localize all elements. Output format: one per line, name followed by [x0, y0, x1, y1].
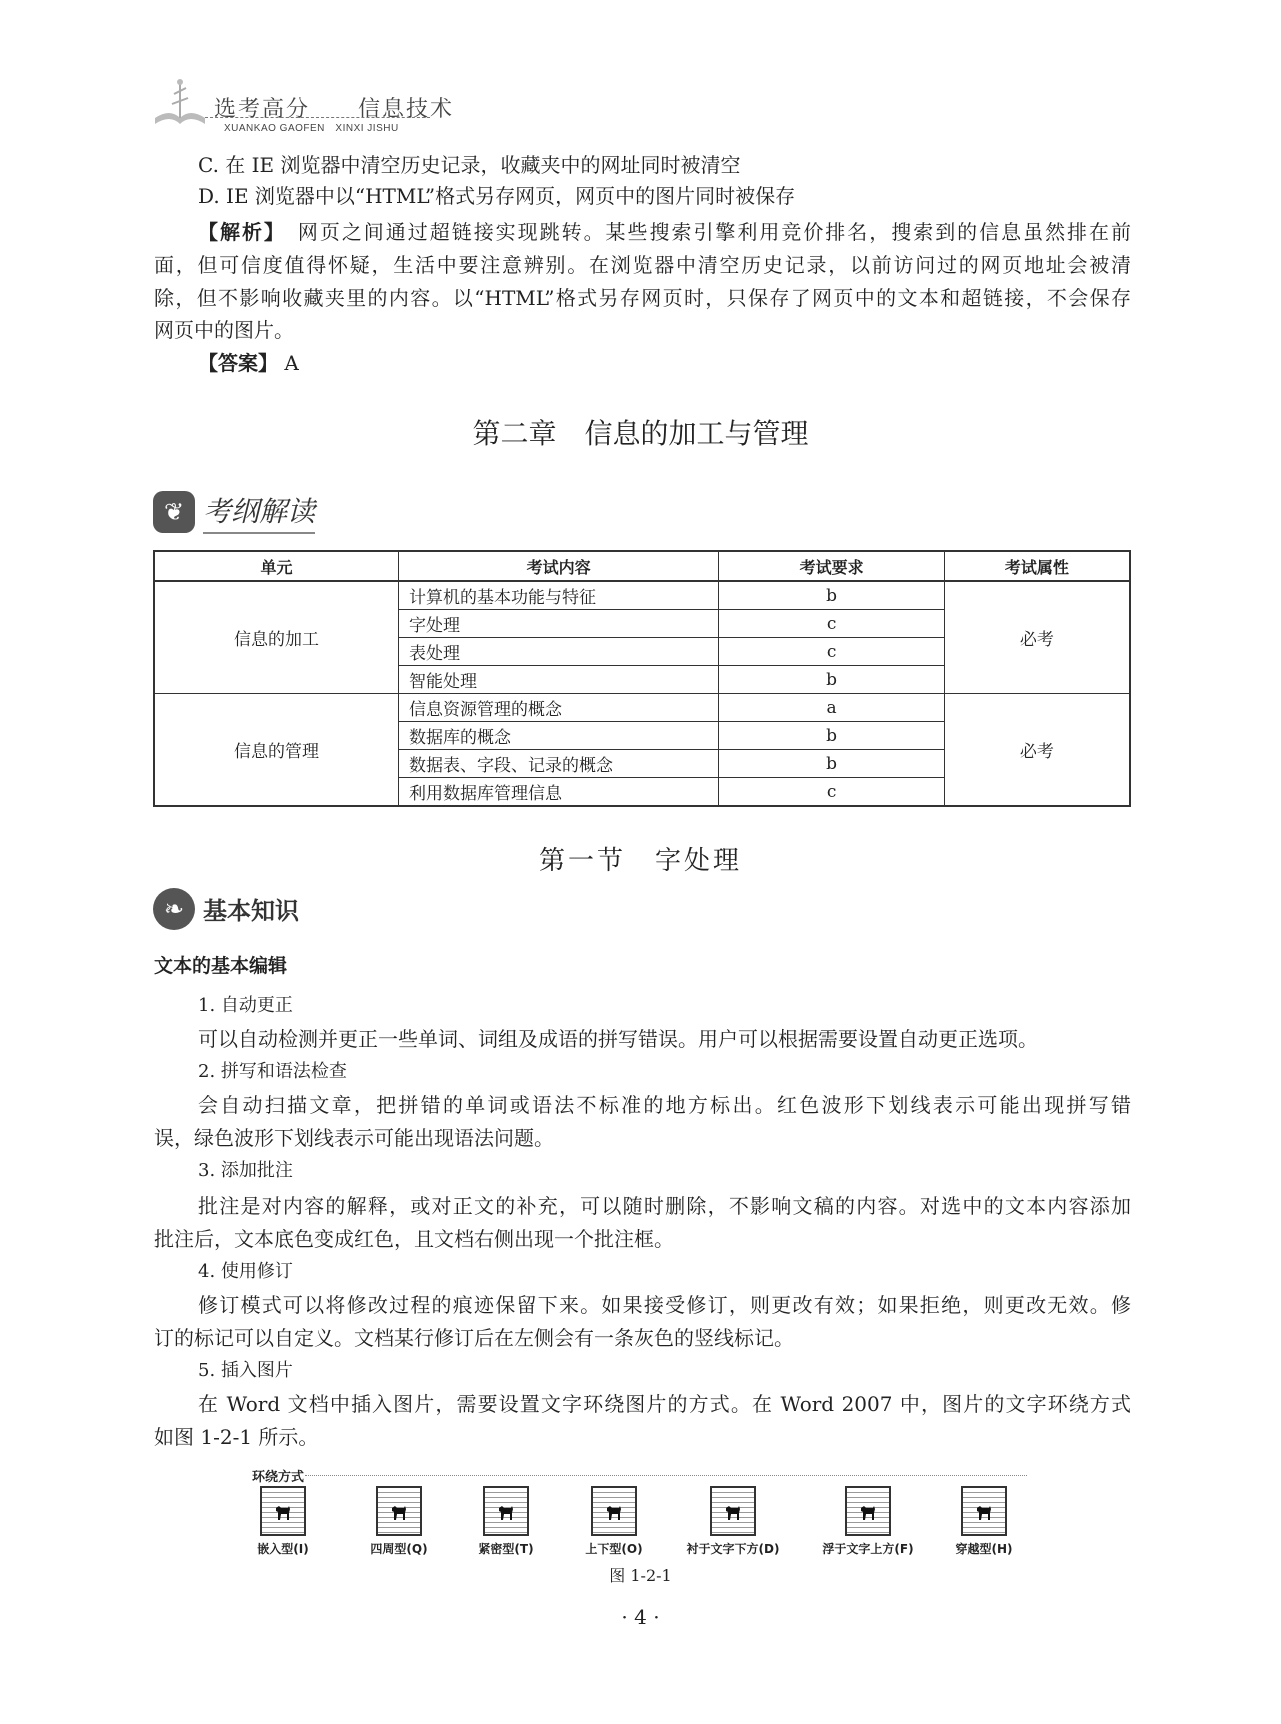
dog-icon: [496, 1502, 516, 1522]
wrap-option-label: 紧密型(T): [478, 1542, 534, 1556]
item-title: 3. 添加批注: [198, 1160, 293, 1181]
subheading: 文本的基本编辑: [154, 955, 288, 977]
answer-label: 【答案】: [198, 351, 278, 375]
analysis-label: 【解析】: [198, 220, 286, 244]
page-number: · 4 ·: [621, 1605, 660, 1629]
analysis-line-4: 网页中的图片。: [154, 318, 294, 342]
wrap-preview: [710, 1486, 756, 1536]
wrap-preview: [845, 1486, 891, 1536]
syllabus-table: [153, 550, 1131, 807]
option-c: C. 在 IE 浏览器中清空历史记录，收藏夹中的网址同时被清空: [198, 153, 741, 177]
syllabus-badge: [153, 490, 315, 534]
requirement-cell: b: [719, 722, 945, 750]
figure-caption: 图 1-2-1: [609, 1566, 672, 1585]
wrap-preview: [961, 1486, 1007, 1536]
item-title: 4. 使用修订: [198, 1261, 293, 1282]
knowledge-badge: [153, 888, 299, 930]
item-text: 会自动扫描文章，把拼错的单词或语法不标准的地方标出。红色波形下划线表示可能出现拼写错: [198, 1093, 1131, 1117]
dog-icon: [974, 1502, 994, 1522]
requirement-cell: b: [719, 750, 945, 778]
figure-rule: [305, 1475, 1027, 1476]
item-text: 订的标记可以自定义。文档某行修订后在左侧会有一条灰色的竖线标记。: [154, 1326, 794, 1350]
item-text: 批注是对内容的解释，或对正文的补充，可以随时删除，不影响文稿的内容。对选中的文本内容添加: [198, 1194, 1131, 1218]
content-cell: 数据表、字段、记录的概念: [398, 750, 718, 778]
unit-cell: 信息的管理: [154, 694, 398, 807]
wrap-option-label: 浮于文字上方(F): [822, 1542, 914, 1556]
content-cell: 数据库的概念: [398, 722, 718, 750]
wrap-option-label: 嵌入型(I): [257, 1542, 309, 1556]
item-text: 修订模式可以将修改过程的痕迹保留下来。如果接受修订，则更改有效；如果拒绝，则更改无效。修: [198, 1293, 1131, 1317]
option-d: D. IE 浏览器中以“HTML”格式另存网页，网页中的图片同时被保存: [198, 184, 796, 208]
content-cell: 表处理: [398, 638, 718, 666]
wrap-option-label: 四周型(Q): [370, 1542, 428, 1556]
header-title: 选考高分 信息技术: [214, 97, 455, 122]
dog-icon: [389, 1502, 409, 1522]
item-text: 在 Word 文档中插入图片，需要设置文字环绕图片的方式。在 Word 2007 中，图片的文字环绕方式: [198, 1392, 1131, 1416]
table-row: [154, 581, 1130, 610]
wrap-option: [233, 1486, 333, 1557]
wrap-preview: [376, 1486, 422, 1536]
dog-icon: [273, 1502, 293, 1522]
requirement-cell: c: [719, 638, 945, 666]
wrap-option: [456, 1486, 556, 1557]
wrap-preview: [260, 1486, 306, 1536]
header-rule: [205, 117, 430, 118]
item-text: 可以自动检测并更正一些单词、词组及成语的拼写错误。用户可以根据需要设置自动更正选项。: [198, 1027, 1038, 1051]
requirement-cell: c: [719, 610, 945, 638]
analysis-line-1: 【解析】 网页之间通过超链接实现跳转。某些搜索引擎利用竞价排名，搜索到的信息虽然排在前: [198, 220, 1132, 244]
leaf-icon: ❧: [153, 888, 195, 930]
item-text: 批注后，文本底色变成红色，且文档右侧出现一个批注框。: [154, 1227, 674, 1251]
dog-icon: [604, 1502, 624, 1522]
leaf-icon: ❦: [153, 491, 195, 533]
section-title: 第一节 字处理: [538, 846, 742, 876]
attribute-cell: 必考: [944, 694, 1130, 807]
wrap-option-label: 衬于文字下方(D): [686, 1542, 780, 1556]
wrap-option: [349, 1486, 449, 1557]
requirement-cell: c: [719, 778, 945, 807]
wrap-option: [683, 1486, 783, 1557]
answer-value: A: [284, 351, 299, 375]
content-cell: 智能处理: [398, 666, 718, 694]
wrap-option-label: 穿越型(H): [955, 1542, 1013, 1556]
dog-icon: [858, 1502, 878, 1522]
analysis-line-2: 面，但可信度值得怀疑，生活中要注意辨别。在浏览器中清空历史记录，以前访问过的网页地址会被清: [154, 253, 1131, 277]
syllabus-badge-label: 考纲解读: [203, 490, 315, 534]
requirement-cell: b: [719, 581, 945, 610]
wrap-preview: [483, 1486, 529, 1536]
header-requirement: 考试要求: [719, 551, 945, 581]
unit-cell: 信息的加工: [154, 581, 398, 694]
header-content: 考试内容: [398, 551, 718, 581]
analysis-line-3: 除，但不影响收藏夹里的内容。以“HTML”格式另存网页时，只保存了网页中的文本和超链接，不会保存: [154, 286, 1131, 310]
content-cell: 利用数据库管理信息: [398, 778, 718, 807]
dog-icon: [723, 1502, 743, 1522]
item-text: 如图 1-2-1 所示。: [154, 1425, 319, 1449]
header-attribute: 考试属性: [944, 551, 1130, 581]
answer-line: [198, 351, 1131, 375]
content-cell: 信息资源管理的概念: [398, 694, 718, 722]
attribute-cell: 必考: [944, 581, 1130, 694]
wrap-option: [564, 1486, 664, 1557]
figure-title: 环绕方式: [252, 1470, 305, 1485]
item-title: 1. 自动更正: [198, 995, 293, 1016]
requirement-cell: b: [719, 666, 945, 694]
knowledge-badge-label: 基本知识: [203, 896, 299, 925]
book-logo-icon: [150, 74, 210, 134]
chapter-title: 第二章 信息的加工与管理: [472, 417, 809, 450]
item-text: 误，绿色波形下划线表示可能出现语法问题。: [154, 1126, 554, 1150]
header-unit: 单元: [154, 551, 398, 581]
content-cell: 字处理: [398, 610, 718, 638]
wrap-option-label: 上下型(O): [585, 1542, 643, 1556]
item-title: 2. 拼写和语法检查: [198, 1061, 347, 1082]
requirement-cell: a: [719, 694, 945, 722]
wrap-preview: [591, 1486, 637, 1536]
wrap-option: [818, 1486, 918, 1557]
table-row: [154, 694, 1130, 722]
table-header-row: [154, 551, 1130, 581]
header-subtitle: XUANKAO GAOFEN XINXI JISHU: [224, 123, 399, 134]
content-cell: 计算机的基本功能与特征: [398, 581, 718, 610]
item-title: 5. 插入图片: [198, 1360, 293, 1381]
wrap-option: [934, 1486, 1034, 1557]
